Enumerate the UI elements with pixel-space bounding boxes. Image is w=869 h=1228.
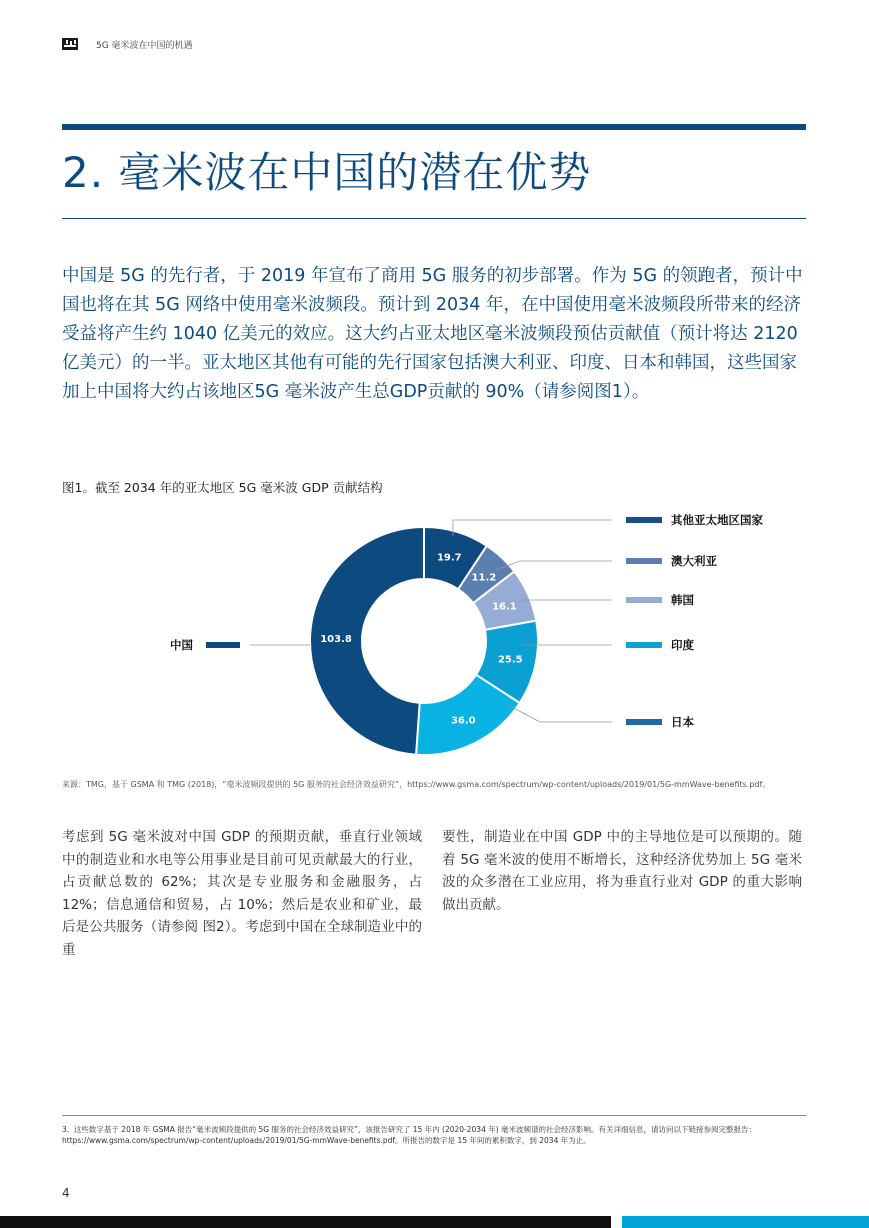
slice-value-label: 25.5 — [497, 654, 523, 666]
intro-paragraph: 中国是 5G 的先行者，于 2019 年宣布了商用 5G 服务的初步部署。作为 5G 的领跑者，预计中国也将在其 5G 网络中使用毫米波频段。预计到 2034 年，在中国使用毫米波频段所带来的经济受益将产生约 1040 亿美元的效应。这大约占亚太地区毫米波频段预估贡献值（预计将达 2120 亿美元）的一半。亚太地区其他有可能的先行国家包括澳大利亚、印度、日本和韩国，这些国家加上中国将大约占该地区5G 毫米波产生总GDP贡献的 90%（请参阅图1）。 — [62, 266, 803, 402]
figure-title: 图1。截至 2034 年的亚太地区 5G 毫米波 GDP 贡献结构 — [62, 480, 383, 495]
slice-value-label: 103.8 — [320, 633, 352, 645]
legend-swatch — [626, 597, 662, 603]
legend-swatch — [626, 517, 662, 523]
legend-label: 澳大利亚 — [671, 554, 717, 568]
section-title: 2. 毫米波在中国的潜在优势 — [62, 148, 592, 197]
slice-value-label: 16.1 — [492, 601, 517, 613]
legend-swatch — [206, 642, 240, 648]
footer-bar-accent — [622, 1216, 869, 1228]
footer-bar-dark — [0, 1216, 611, 1228]
slice-value-label: 11.2 — [471, 572, 497, 584]
legend-label: 印度 — [671, 638, 694, 652]
body-paragraph-left: 考虑到 5G 毫米波对中国 GDP 的预期贡献，垂直行业领域中的制造业和水电等公用事业是目前可见贡献最大的行业，占贡献总数的 62%；其次是专业服务和金融服务，占 12%；信息通信和贸易，占 10%；然后是农业和矿业，最后是公共服务（请参阅 图2）。考虑到中国在全球制造业中的重 — [62, 829, 422, 958]
page-number: 4 — [62, 1186, 70, 1200]
footnote: 3. 这些数字基于 2018 年 GSMA 报告“毫米波频段提供的 5G 服务的社会经济效益研究”，该报告研究了 15 年内 (2020-2034 年) 毫米波频谱的社会经济影响。有关详细信息，请访问以下链接参阅完整报告：https://www.gsma.com/spectrum/wp-content/uploads/2019/01/5G-mmWave-benefits.pdf。所报告的数字是 15 年间的累积数字，到 2034 年为止。 — [62, 1125, 757, 1145]
legend-label: 日本 — [671, 715, 694, 729]
leader-line — [496, 561, 612, 570]
legend-swatch — [626, 558, 662, 564]
legend-label: 中国 — [170, 638, 193, 652]
legend-label: 韩国 — [671, 593, 694, 607]
running-header: 5G 毫米波在中国的机遇 — [96, 41, 193, 51]
footnote-rule — [62, 1115, 806, 1116]
legend-label: 其他亚太地区国家 — [671, 513, 763, 527]
legend-swatch — [626, 719, 662, 725]
leader-line — [453, 520, 612, 536]
figure-source: 来源：TMG，基于 GSMA 和 TMG (2018)，“毫米波频段提供的 5G 服务的社会经济效益研究”，https://www.gsma.com/spectrum/wp-content/uploads/2019/01/5G-mmWave-benefits.pdf。 — [62, 780, 771, 789]
leader-line — [508, 705, 612, 722]
slice-value-label: 36.0 — [450, 715, 476, 727]
body-paragraph-right: 要性，制造业在中国 GDP 中的主导地位是可以预期的。随着 5G 毫米波的使用不断增长，这种经济优势加上 5G 毫米波的众多潜在工业应用，将为垂直行业对 GDP 的重大影响做出贡献。 — [442, 829, 802, 913]
legend-swatch — [626, 642, 662, 648]
slice-value-label: 19.7 — [436, 552, 462, 564]
